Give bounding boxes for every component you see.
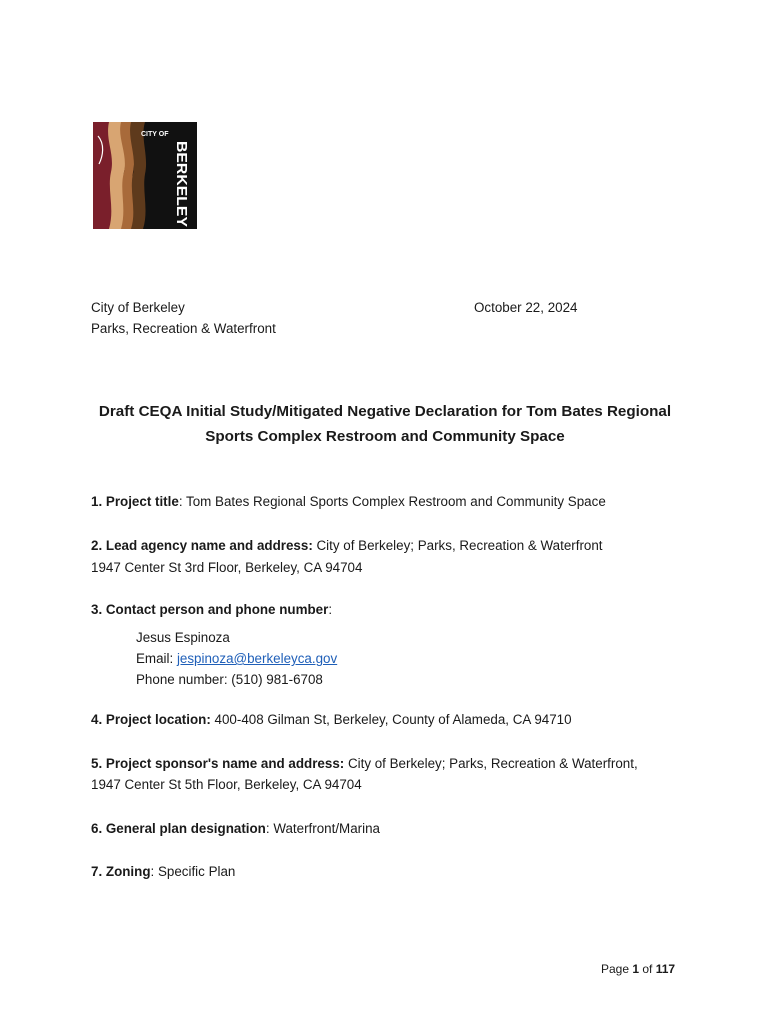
page-word: Page <box>601 962 633 976</box>
contact-name: Jesus Espinoza <box>136 630 230 645</box>
page-total: 117 <box>655 962 676 976</box>
item-location-label: 4. Project location: <box>91 712 211 727</box>
item-zoning-value: : Specific Plan <box>150 864 236 879</box>
city-of-berkeley-logo <box>93 122 197 229</box>
contact-email-line <box>136 650 337 667</box>
item-lead-agency-value: City of Berkeley; Parks, Recreation & Waterfront <box>312 538 603 553</box>
item-general-plan-value: : Waterfront/Marina <box>265 821 380 836</box>
org-name: City of Berkeley <box>91 300 185 315</box>
item-sponsor-address: 1947 Center St 5th Floor, Berkeley, CA 94704 <box>91 777 362 792</box>
logo-text-city-of: CITY OF <box>141 131 169 138</box>
contact-phone: Phone number: (510) 981-6708 <box>136 672 323 687</box>
contact-email-label: Email: <box>136 651 177 666</box>
item-location <box>91 711 572 728</box>
org-department: Parks, Recreation & Waterfront <box>91 321 276 336</box>
page-of-word: of <box>639 962 656 976</box>
item-contact-colon: : <box>328 602 333 617</box>
item-sponsor-value: City of Berkeley; Parks, Recreation & Waterfront, <box>344 756 638 771</box>
item-zoning-label: 7. Zoning <box>91 864 151 879</box>
item-lead-agency-address: 1947 Center St 3rd Floor, Berkeley, CA 94704 <box>91 560 363 575</box>
item-lead-agency <box>91 537 603 554</box>
item-sponsor <box>91 755 638 772</box>
item-general-plan-label: 6. General plan designation <box>91 821 266 836</box>
document-date: October 22, 2024 <box>474 300 578 315</box>
logo-text-berkeley: BERKELEY <box>173 141 190 223</box>
item-project-title-label: 1. Project title <box>91 494 179 509</box>
item-general-plan <box>91 820 380 837</box>
item-location-value: 400-408 Gilman St, Berkeley, County of Alameda, CA 94710 <box>210 712 572 727</box>
item-contact-label: 3. Contact person and phone number <box>91 602 329 617</box>
page-number <box>601 962 675 977</box>
page-current: 1 <box>632 962 640 976</box>
document-title-line1: Draft CEQA Initial Study/Mitigated Negative Declaration for Tom Bates Regional <box>98 403 672 420</box>
item-project-title <box>91 493 606 510</box>
item-lead-agency-label: 2. Lead agency name and address: <box>91 538 313 553</box>
item-project-title-value: : Tom Bates Regional Sports Complex Restroom and Community Space <box>178 494 606 509</box>
document-title-line2: Sports Complex Restroom and Community Space <box>205 428 565 445</box>
item-contact <box>91 601 332 618</box>
item-zoning <box>91 863 235 880</box>
contact-email-link[interactable]: jespinoza@berkeleyca.gov <box>176 651 338 666</box>
item-sponsor-label: 5. Project sponsor's name and address: <box>91 756 345 771</box>
